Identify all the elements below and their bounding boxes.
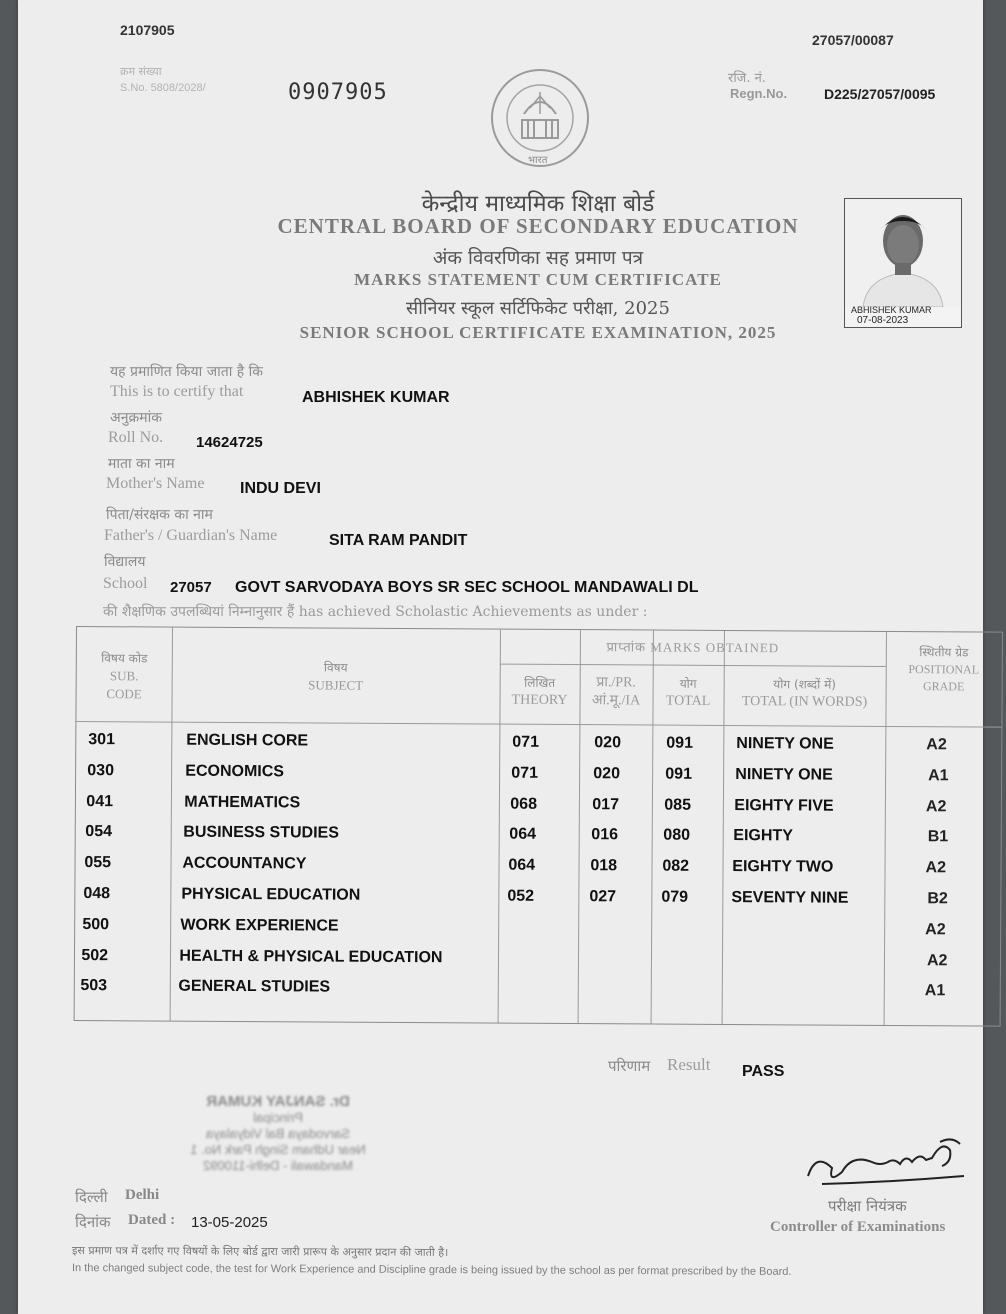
result-label-en: Result	[667, 1055, 711, 1074]
controller-label-en: Controller of Examinations	[770, 1219, 946, 1235]
cell-words: EIGHTY FIVE	[734, 796, 834, 815]
achievements-line: की शैक्षणिक उपलब्धियां निम्नानुसार हैं has achieved Scholastic Achievements as under :	[103, 604, 648, 620]
cell-code: 502	[81, 946, 109, 964]
cell-code: 301	[88, 731, 116, 749]
table-row	[76, 793, 1001, 829]
table-row	[75, 916, 1000, 952]
result-value: PASS	[742, 1063, 785, 1080]
cell-total: 079	[661, 888, 689, 906]
table-row	[75, 885, 1000, 921]
cell-words: EIGHTY TWO	[732, 858, 834, 876]
mother-label-hi: माता का नाम	[108, 456, 175, 472]
cell-grade: A2	[925, 859, 947, 877]
cell-pr: 016	[591, 826, 619, 844]
controller-signature	[802, 1132, 972, 1197]
footer-note-hi: इस प्रमाण पत्र में दर्शाए गए विषयों के लिए बोर्ड द्वारा जारी प्रारूप के अनुसार प्रदान की जाती है।	[71, 1244, 449, 1259]
cell-theory: 064	[508, 856, 536, 874]
cell-theory: 071	[512, 733, 540, 751]
header-code: विषय कोड SUB. CODE	[101, 651, 148, 702]
header-total: योग TOTAL	[665, 676, 711, 709]
regn-label-hi: रजि. नं.	[728, 71, 766, 86]
right-number: 27057/00087	[812, 32, 894, 48]
statement-title-hi: अंक विवरणिका सह प्रमाण पत्र	[432, 247, 644, 269]
result-label-hi: परिणाम	[608, 1057, 651, 1075]
cell-words: SEVENTY NINE	[731, 889, 849, 907]
cell-theory: 071	[511, 764, 539, 782]
cell-subject: PHYSICAL EDUCATION	[181, 885, 361, 904]
table-row	[75, 947, 1000, 983]
cell-grade: A2	[926, 951, 948, 969]
cell-code: 030	[87, 761, 115, 780]
cell-code: 054	[85, 823, 113, 841]
regn-label-en: Regn.No.	[730, 86, 788, 101]
portrait-icon	[845, 199, 961, 307]
exam-title-hi: सीनियर स्कूल सर्टिफिकेट परीक्षा, 2025	[406, 298, 670, 319]
header-subject: विषय SUBJECT	[308, 660, 364, 693]
logo-caption: भारत	[528, 155, 548, 166]
mother-name: INDU DEVI	[240, 480, 321, 497]
cell-subject: ENGLISH CORE	[186, 731, 309, 750]
header-marks-obtained: प्राप्तांक MARKS OBTAINED	[606, 639, 780, 656]
school-code: 27057	[170, 579, 212, 596]
serial-label-hi: क्रम संख्या	[120, 65, 162, 78]
candidate-name: ABHISHEK KUMAR	[302, 389, 450, 406]
dated-label-en: Dated :	[128, 1212, 176, 1228]
cell-pr: 020	[594, 734, 622, 752]
father-name: SITA RAM PANDIT	[329, 532, 468, 549]
cell-code: 041	[86, 792, 114, 810]
school-label-en: School	[103, 575, 148, 592]
cell-words: NINETY ONE	[736, 735, 834, 753]
cell-subject: BUSINESS STUDIES	[183, 824, 339, 843]
cell-grade: B1	[927, 828, 949, 846]
cell-total: 091	[666, 734, 694, 752]
cell-grade: A2	[926, 736, 947, 754]
cell-code: 055	[84, 854, 112, 872]
footer-note-en: In the changed subject code, the test for Work Experience and Discipline grade is being issued by the school as per format prescribed by the Board.	[71, 1262, 792, 1278]
statement-title-en: MARKS STATEMENT CUM CERTIFICATE	[354, 270, 722, 289]
controller-label-hi: परीक्षा नियंत्रक	[828, 1197, 907, 1215]
serial-number: 0907905	[288, 80, 388, 105]
cell-grade: A2	[925, 920, 946, 939]
cell-grade: A1	[924, 982, 946, 1000]
cell-subject: GENERAL STUDIES	[178, 978, 331, 996]
cbse-logo	[480, 68, 600, 170]
dated-label-hi: दिनांक	[75, 1213, 111, 1231]
cell-theory: 068	[510, 795, 538, 813]
school-stamp: Dr. SANJAY KUMAR Principal Sarvodaya Bal Vidyalaya Near Udham Singh Park No. 1 Mandawali - Delhi-110092	[190, 1093, 366, 1173]
photo-date: 07-08-2023	[857, 315, 909, 326]
candidate-photo	[844, 198, 962, 328]
cell-grade: A2	[925, 797, 947, 815]
certify-label-en: This is to certify that	[110, 383, 244, 400]
header-practical: प्रा./PR. आं.मू./IA	[591, 675, 641, 709]
cell-code: 503	[80, 977, 108, 995]
roll-label-en: Roll No.	[108, 429, 164, 446]
cell-words: NINETY ONE	[735, 765, 833, 784]
board-title-en: CENTRAL BOARD OF SECONDARY EDUCATION	[277, 214, 799, 238]
cell-total: 085	[664, 796, 692, 814]
father-label-hi: पिता/संरक्षक का नाम	[106, 507, 213, 523]
cell-grade: A1	[928, 767, 949, 785]
cell-grade: B2	[927, 890, 948, 908]
father-label-en: Father's / Guardian's Name	[104, 527, 278, 544]
header-total-words: योग (शब्दों में) TOTAL (IN WORDS)	[741, 677, 868, 710]
cell-subject: HEALTH & PHYSICAL EDUCATION	[179, 947, 443, 966]
photo-name: ABHISHEK KUMAR	[851, 305, 932, 315]
school-label-hi: विद्यालय	[104, 554, 146, 570]
cell-pr: 017	[592, 795, 620, 813]
table-row	[75, 977, 1000, 1013]
mother-label-en: Mother's Name	[106, 475, 205, 492]
cell-theory: 052	[507, 887, 535, 905]
cell-subject: ACCOUNTANCY	[182, 854, 307, 873]
marks-table	[74, 626, 1003, 1027]
cell-words: EIGHTY	[733, 827, 793, 845]
header-theory: लिखित THEORY	[511, 675, 568, 709]
cell-pr: 027	[589, 888, 617, 906]
roll-label-hi: अनुक्रमांक	[110, 410, 162, 426]
table-row	[76, 731, 1001, 767]
table-row	[76, 762, 1001, 798]
cell-subject: ECONOMICS	[185, 762, 285, 781]
school-name: GOVT SARVODAYA BOYS SR SEC SCHOOL MANDAWALI DL	[235, 579, 699, 596]
cell-code: 500	[82, 915, 110, 934]
certify-label-hi: यह प्रमाणित किया जाता है कि	[110, 364, 264, 380]
marks-certificate	[18, 0, 983, 1314]
roll-number: 14624725	[196, 434, 263, 451]
table-row	[75, 854, 1000, 890]
cell-pr: 018	[590, 857, 618, 875]
header-grade: स्थितीय ग्रेड POSITIONAL GRADE	[908, 645, 980, 694]
cell-pr: 020	[593, 764, 621, 783]
left-number: 2107905	[120, 22, 175, 38]
cell-subject: WORK EXPERIENCE	[180, 916, 339, 935]
cell-subject: MATHEMATICS	[184, 793, 301, 811]
cell-total: 080	[663, 826, 691, 845]
cell-theory: 064	[509, 826, 537, 844]
cell-code: 048	[83, 885, 111, 903]
place-label-en: Delhi	[125, 1187, 160, 1203]
cell-total: 091	[665, 765, 693, 783]
serial-label-en: S.No. 5808/2028/	[120, 82, 206, 94]
table-row	[76, 823, 1001, 859]
issue-date: 13-05-2025	[191, 1214, 268, 1231]
board-title-hi: केन्द्रीय माध्यमिक शिक्षा बोर्ड	[421, 191, 655, 217]
exam-title-en: SENIOR SCHOOL CERTIFICATE EXAMINATION, 2025	[299, 323, 777, 342]
place-label-hi: दिल्ली	[75, 1188, 108, 1206]
cell-total: 082	[662, 857, 690, 875]
regn-number: D225/27057/0095	[824, 86, 936, 102]
